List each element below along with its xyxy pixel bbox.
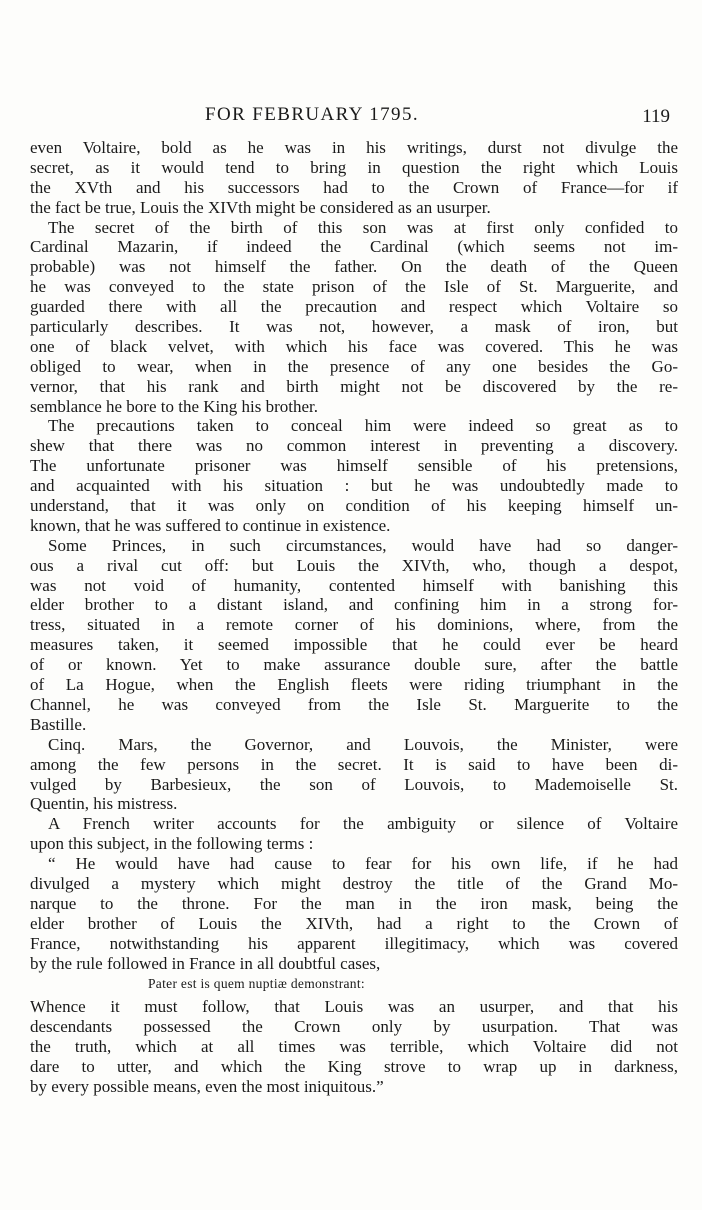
text-line: Cinq. Mars, the Governor, and Louvois, the Minister, were — [48, 734, 678, 754]
text-line: measures taken, it seemed impossible that he could ever be heard — [30, 635, 678, 655]
text-line: particularly describes. It was not, however, a mask of iron, but — [30, 317, 678, 337]
text-line: semblance he bore to the King his brother. — [30, 396, 318, 416]
text-line: upon this subject, in the following terms : — [30, 834, 314, 854]
text-line: understand, that it was only on condition of his keeping himself un- — [30, 496, 678, 516]
closing-paragraph — [30, 997, 678, 1096]
text-line: Whence it must follow, that Louis was an usurper, and that his — [30, 997, 678, 1017]
text-line: by every possible means, even the most iniquitous.” — [30, 1076, 384, 1096]
paragraph — [30, 536, 678, 735]
text-line: vulged by Barbesieux, the son of Louvois, to Mademoiselle St. — [30, 774, 678, 794]
paragraph — [30, 138, 678, 218]
text-line: guarded there with all the precaution and respect which Voltaire so — [30, 297, 678, 317]
text-line: Quentin, his mistress. — [30, 794, 178, 814]
paragraph — [30, 735, 678, 815]
text-line: elder brother to a distant island, and confining him in a strong for- — [30, 595, 678, 615]
text-line: tress, situated in a remote corner of his dominions, where, from the — [30, 615, 678, 635]
paragraph — [30, 854, 678, 973]
text-line: of La Hogue, when the English fleets were riding triumphant in the — [30, 675, 678, 695]
text-line: “ He would have had cause to fear for his own life, if he had — [48, 854, 678, 874]
latin-quotation: Pater est is quem nuptiæ demonstrant: — [148, 976, 365, 992]
text-line: ous a rival cut off: but Louis the XIVth, who, though a despot, — [30, 555, 678, 575]
text-line: obliged to wear, when in the presence of any one besides the Go- — [30, 356, 678, 376]
text-line: by the rule followed in France in all doubtful cases, — [30, 953, 381, 973]
text-line: secret, as it would tend to bring in question the right which Louis — [30, 157, 678, 177]
paragraph — [30, 997, 678, 1096]
text-line: among the few persons in the secret. It is said to have been di- — [30, 754, 678, 774]
text-line: vernor, that his rank and birth might not be discovered by the re- — [30, 376, 678, 396]
text-line: Some Princes, in such circumstances, would have had so danger- — [48, 535, 678, 555]
text-line: Bastille. — [30, 714, 87, 734]
text-line: he was conveyed to the state prison of the Isle of St. Marguerite, and — [30, 277, 678, 297]
text-line: was not void of humanity, contented himself with banishing this — [30, 575, 678, 595]
text-line: dare to utter, and which the King strove to wrap up in darkness, — [30, 1057, 678, 1077]
paragraph — [30, 416, 678, 535]
page-number: 119 — [642, 106, 670, 127]
paragraph — [30, 218, 678, 417]
text-line: The precautions taken to conceal him were indeed so great as to — [48, 416, 678, 436]
body-text — [30, 138, 678, 1097]
text-line: narque to the throne. For the man in the iron mask, being the — [30, 893, 678, 913]
text-line: known, that he was suffered to continue in existence. — [30, 515, 391, 535]
text-line: the XVth and his successors had to the Crown of France—for if — [30, 177, 678, 197]
text-line: The secret of the birth of this son was at first only confided to — [48, 217, 678, 237]
text-line: descendants possessed the Crown only by usurpation. That was — [30, 1017, 678, 1037]
page-header — [0, 104, 702, 134]
text-line: the truth, which at all times was terrible, which Voltaire did not — [30, 1037, 678, 1057]
text-line: A French writer accounts for the ambiguity or silence of Voltaire — [48, 814, 678, 834]
text-line: elder brother of Louis the XIVth, had a right to the Crown of — [30, 913, 678, 933]
text-line: of or known. Yet to make assurance double sure, after the battle — [30, 655, 678, 675]
text-line: Channel, he was conveyed from the Isle St. Marguerite to the — [30, 694, 678, 714]
paragraph-list — [30, 138, 678, 973]
text-line: and acquainted with his situation : but he was undoubtedly made to — [30, 476, 678, 496]
text-line: shew that there was no common interest in preventing a discovery. — [30, 436, 678, 456]
text-line: even Voltaire, bold as he was in his writings, durst not divulge the — [30, 138, 678, 157]
text-line: divulged a mystery which might destroy the title of the Grand Mo- — [30, 873, 678, 893]
text-line: probable) was not himself the father. On the death of the Queen — [30, 257, 678, 277]
text-line: France, notwithstanding his apparent illegitimacy, which was covered — [30, 933, 678, 953]
running-head: FOR FEBRUARY 1795. — [205, 104, 420, 125]
text-line: the fact be true, Louis the XIVth might be considered as an usurper. — [30, 197, 491, 217]
paragraph — [30, 814, 678, 854]
text-line: The unfortunate prisoner was himself sensible of his pretensions, — [30, 456, 678, 476]
text-line: Cardinal Mazarin, if indeed the Cardinal (which seems not im- — [30, 237, 678, 257]
text-line: one of black velvet, with which his face was covered. This he was — [30, 336, 678, 356]
